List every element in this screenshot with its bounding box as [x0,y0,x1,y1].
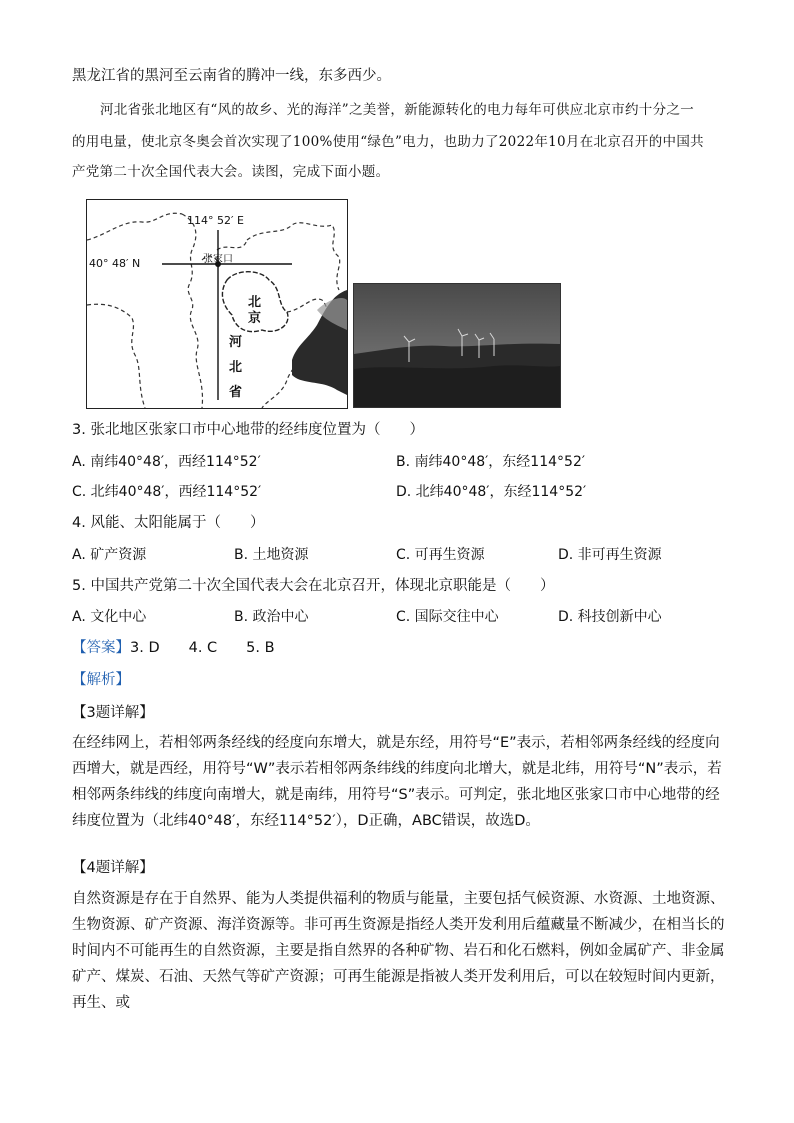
hebei-char-1: 河 [229,335,243,350]
beijing-char-1: 北 [248,295,262,310]
q3-option-b: B. 南纬40°48′，东经114°52′ [396,454,586,470]
question-3-stem: 3. 张北地区张家口市中心地带的经纬度位置为（ ） [72,422,424,438]
map-boundaries [87,200,347,408]
beijing-char-2: 京 [248,311,262,326]
q5-option-b: B. 政治中心 [234,609,309,625]
q4-option-a: A. 矿产资源 [72,547,147,563]
answer-tag: 【答案】 [72,640,130,656]
longitude-label: 114° 52′ E [187,214,244,227]
latitude-label: 40° 48′ N [89,257,141,270]
detail-4-text: 自然资源是存在于自然界、能为人类提供福利的物质与能量，主要包括气候资源、水资源、土地资源、生物资源、矿产资源、海洋资源等。非可再生资源是指经人类开发利用后蕴藏量不断减少，在相当长的时间内不可能再生的自然资源，主要是指自然界的各种矿物、岩石和化石燃料，例如金属矿产、非金属矿产、煤炭、石油、天然气等矿产资源；可再生能源是指被人类开发利用后，可以在较短时间内更新，再生、或 [72,891,725,1011]
q3-option-d: D. 北纬40°48′，东经114°52′ [396,484,587,500]
question-5-stem: 5. 中国共产党第二十次全国代表大会在北京召开，体现北京职能是（ ） [72,578,555,594]
hebei-char-2: 北 [229,360,243,375]
wind-farm-photo [353,283,561,408]
intro-line-3: 的用电量，使北京冬奥会首次实现了100%使用“绿色”电力，也助力了2022年10月在北京召开的中国共 [72,134,704,150]
detail-3-text: 在经纬网上，若相邻两条经线的经度向东增大，就是东经，用符号“E”表示，若相邻两条经线的经度向西增大，就是西经，用符号“W”表示若相邻两条纬线的纬度向北增大，就是北纬，用符号“N”表示，若相邻两条纬线的纬度向南增大，就是南纬，用符号“S”表示。可判定，张北地区张家口市中心地带的经纬度位置为（北纬40°48′，东经114°52′），D正确，ABC错误，故选D。 [72,735,722,829]
q3-option-a: A. 南纬40°48′，西经114°52′ [72,454,261,470]
q5-option-d: D. 科技创新中心 [558,609,662,625]
answer-line [72,638,275,658]
q5-option-a: A. 文化中心 [72,609,147,625]
intro-line-2: 河北省张北地区有“风的故乡、光的海洋”之美誉，新能源转化的电力每年可供应北京市约十分之一 [100,102,695,118]
q4-option-c: C. 可再生资源 [396,547,485,563]
detail-4-tag: 【4题详解】 [72,860,154,876]
zhangjiakou-label: 张家口 [203,254,233,265]
detail-3-tag: 【3题详解】 [72,705,154,721]
answer-text: 3. D 4. C 5. B [130,640,275,656]
zhangjiakou-map [86,199,348,409]
analysis-tag: 【解析】 [72,672,130,688]
question-4-stem: 4. 风能、太阳能属于（ ） [72,515,265,531]
intro-line-1: 黑龙江省的黑河至云南省的腾冲一线，东多西少。 [72,68,391,84]
q4-option-d: D. 非可再生资源 [558,547,662,563]
wind-farm-image [354,284,560,407]
q4-option-b: B. 土地资源 [234,547,309,563]
hebei-char-3: 省 [229,385,243,400]
intro-line-4: 产党第二十次全国代表大会。读图，完成下面小题。 [72,164,390,180]
q3-option-c: C. 北纬40°48′，西经114°52′ [72,484,262,500]
q5-option-c: C. 国际交往中心 [396,609,499,625]
